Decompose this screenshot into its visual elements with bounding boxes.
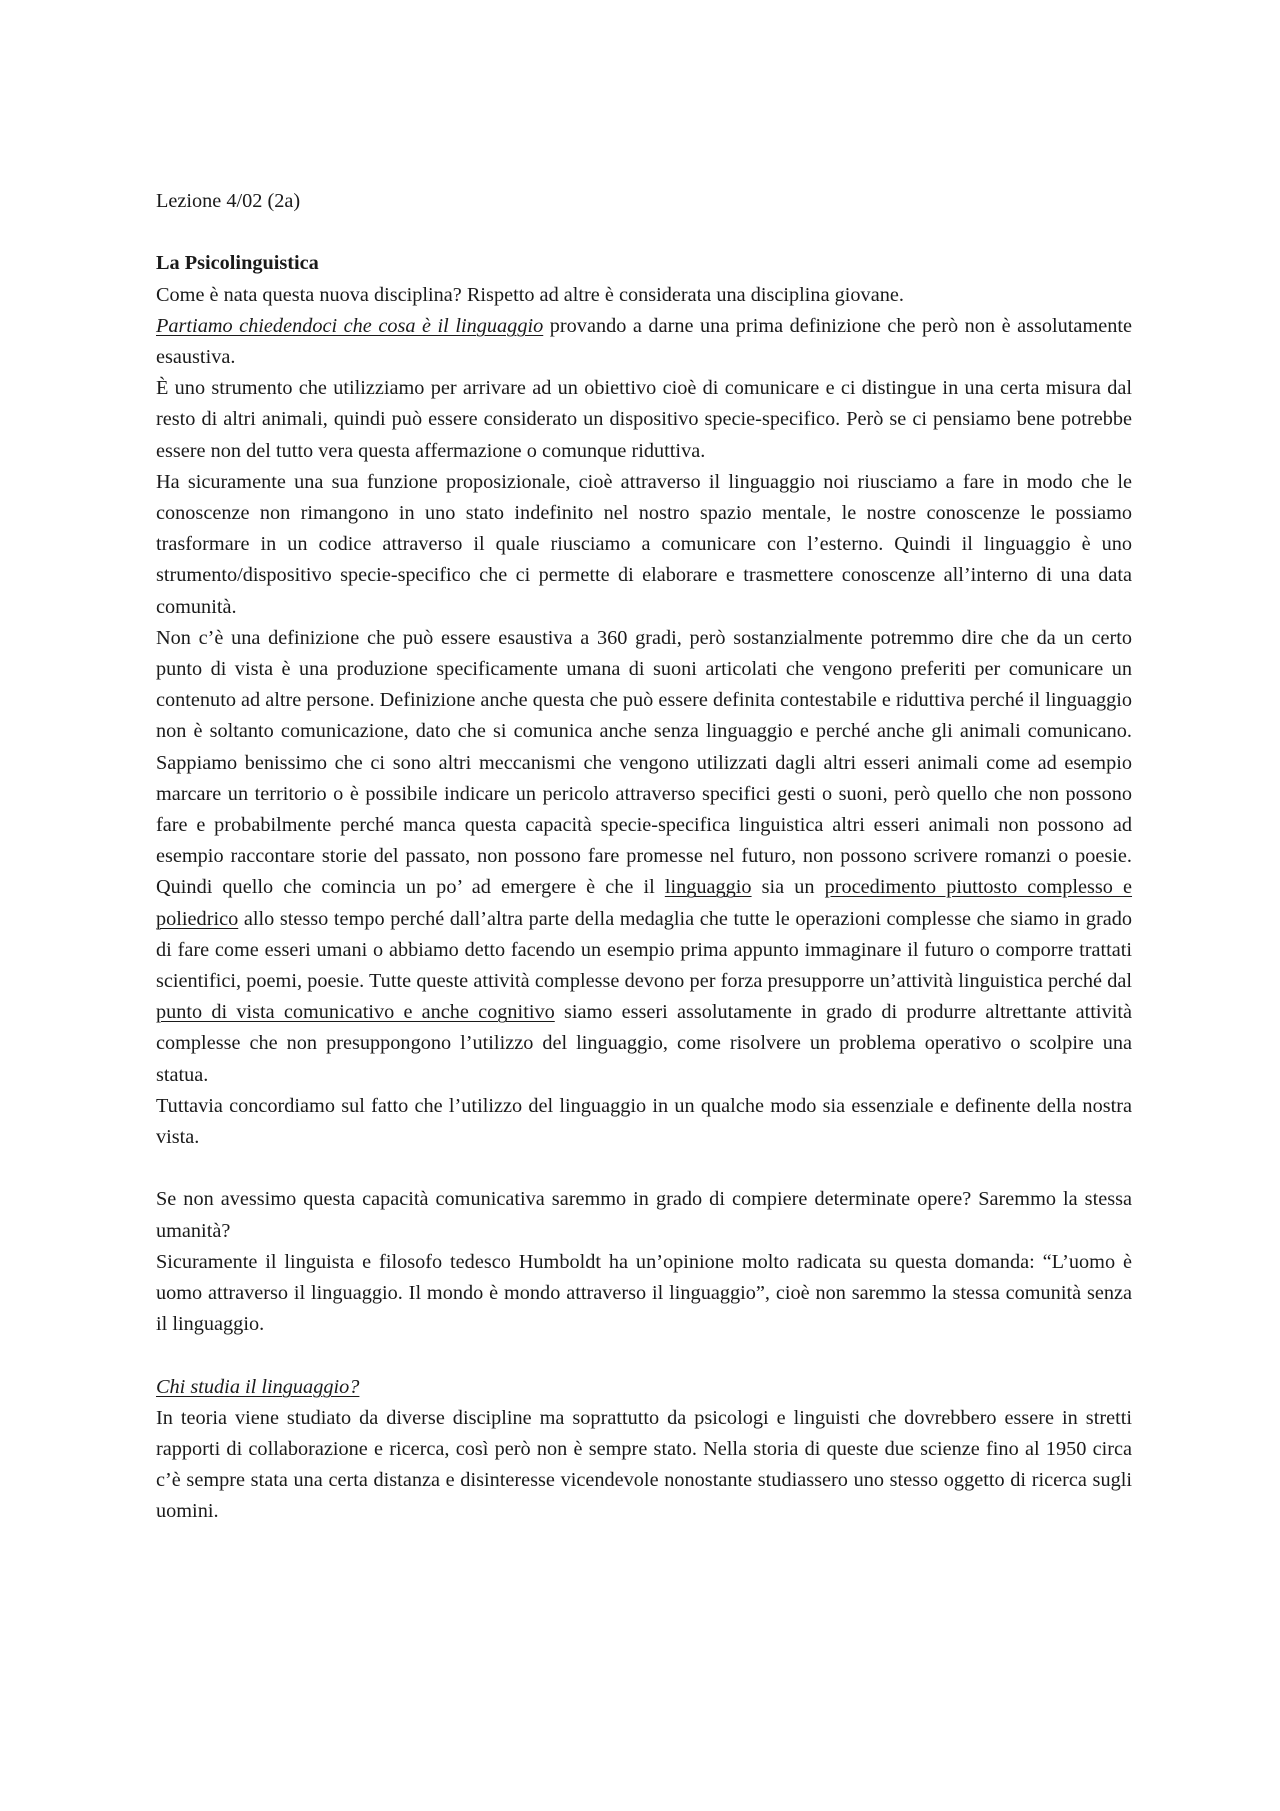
paragraph-text: sia un — [751, 876, 825, 899]
spacer — [156, 1340, 1132, 1371]
paragraph-9: In teoria viene studiato da diverse discipline ma soprattutto da psicologi e linguisti che dovrebbero essere in stretti rapporti di collaborazione e ricerca, così però non è sempre stato. Nella storia di queste due scienze fino al 1950 circa c’è sempre stata una certa distanza e disinteresse vicendevole nonostante studiassero uno stesso oggetto di ricerca sugli uomini. — [156, 1406, 1132, 1523]
underlined-phrase: procedimento piuttosto complesso e poliedrico — [156, 876, 1133, 930]
paragraph-text: allo stesso tempo perché dall’altra parte della medaglia che tutte le operazioni complesse che siamo in grado di fare come esseri umani o abbiamo detto facendo un esempio prima appunto immaginare il futuro o comporre trattati scientifici, poemi, poesie. Tutte queste attività complesse devono per forza presupporre un’attività linguistica perché dal — [156, 907, 1132, 993]
paragraph-text: Non c’è una definizione che può essere esaustiva a 360 gradi, però sostanzialmente potremmo dire che da un certo punto di vista è una produzione specificamente umana di suoni articolati che vengono preferiti per comunicare un contenuto ad altre persone. Definizione anche questa che può essere definita contestabile e riduttiva perché il linguaggio non è soltanto comunicazione, dato che si comunica anche senza linguaggio e perché anche gli animali comunicano. Sappiamo benissimo che ci sono altri meccanismi che vengono utilizzati dagli altri esseri animali come ad esempio marcare un territorio o è possibile indicare un pericolo attraverso specifici gesti o suoni, però quello che non possono fare e probabilmente perché manca questa capacità specie-specifica linguistica altri esseri animali non possono ad esempio raccontare storie del passato, non possono fare promesse nel futuro, non possono scrivere romanzi o poesie. Quindi quello che comincia un po’ ad emergere è che il — [156, 626, 1132, 899]
section-title: La Psicolinguistica — [156, 252, 319, 275]
underlined-phrase: linguaggio — [664, 876, 752, 899]
subheading — [156, 1372, 1132, 1403]
paragraph-8: Sicuramente il linguista e filosofo tedesco Humboldt ha un’opinione molto radicata su questa domanda: “L’uomo è uomo attraverso il linguaggio. Il mondo è mondo attraverso il linguaggio”, cioè non saremmo la stessa comunità senza il linguaggio. — [156, 1250, 1132, 1336]
paragraph-text: provando a darne una prima definizione che però non è assolutamente esaustiva. — [156, 314, 1132, 368]
underlined-phrase: Partiamo chiedendoci che cosa è il linguaggio — [156, 314, 544, 337]
paragraph-text: siamo esseri assolutamente in grado di produrre altrettante attività complesse che non presuppongono l’utilizzo del linguaggio, come risolvere un problema operativo o scolpire una statua. — [156, 1001, 1132, 1086]
spacer — [156, 217, 1132, 248]
paragraph-7: Se non avessimo questa capacità comunicativa saremmo in grado di compiere determinate opere? Saremmo la stessa umanità? — [156, 1188, 1132, 1242]
paragraph-2 — [156, 311, 1132, 373]
lesson-heading: Lezione 4/02 (2a) — [156, 190, 301, 212]
paragraph-4: Ha sicuramente una sua funzione proposizionale, cioè attraverso il linguaggio noi riusciamo a fare in modo che le conoscenze non rimangono in uno stato indefinito nel nostro spazio mentale, le nostre conoscenze le possiamo trasformare in un codice attraverso il quale riusciamo a comunicare con l’esterno. Quindi il linguaggio è uno strumento/dispositivo specie-specifico che ci permette di elaborare e trasmettere conoscenze all’interno di una data comunità. — [156, 470, 1132, 618]
spacer — [156, 1153, 1132, 1184]
paragraph-6: Tuttavia concordiamo sul fatto che l’utilizzo del linguaggio in un qualche modo sia essenziale e definente della nostra vista. — [156, 1094, 1132, 1149]
paragraph-3: È uno strumento che utilizziamo per arrivare ad un obiettivo cioè di comunicare e ci distingue in una certa misura dal resto di altri animali, quindi può essere considerato un dispositivo specie-specifico. Però se ci pensiamo bene potrebbe essere non del tutto vera questa affermazione o comunque riduttiva. — [156, 377, 1132, 462]
paragraph-5 — [156, 623, 1132, 1091]
paragraph-1: Come è nata questa nuova disciplina? Rispetto ad altre è considerata una disciplina giovane. — [156, 283, 904, 306]
document-page — [156, 186, 1132, 1528]
subheading-text: Chi studia il linguaggio? — [156, 1375, 360, 1398]
underlined-phrase: punto di vista comunicativo e anche cognitivo — [156, 1001, 555, 1024]
